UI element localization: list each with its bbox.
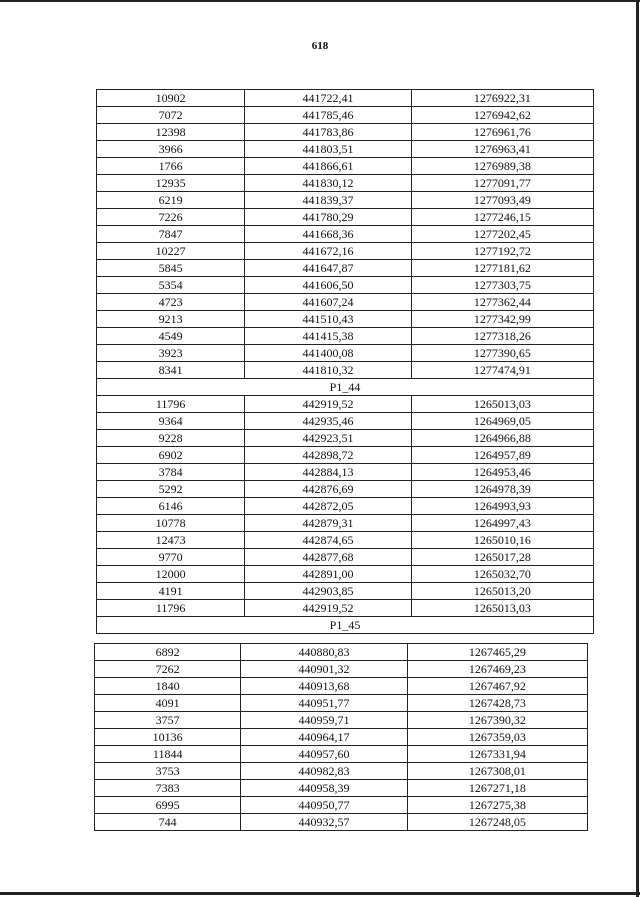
table-row	[97, 396, 594, 413]
x-coordinate-cell: 441672,16	[245, 243, 411, 260]
coordinates-table-p1-45	[94, 643, 588, 831]
x-coordinate-cell: 440932,57	[241, 814, 407, 831]
point-number-cell: 10227	[97, 243, 245, 260]
point-number-cell: 5292	[97, 481, 245, 498]
table-row	[95, 644, 588, 661]
table-row	[97, 294, 594, 311]
point-number-cell: 8341	[97, 362, 245, 379]
y-coordinate-cell: 1267308,01	[407, 763, 587, 780]
y-coordinate-cell: 1267428,73	[407, 695, 587, 712]
x-coordinate-cell: 441510,43	[245, 311, 411, 328]
page-border-top	[0, 0, 640, 2]
table-row	[97, 192, 594, 209]
x-coordinate-cell: 441400,08	[245, 345, 411, 362]
point-number-cell: 9364	[97, 413, 245, 430]
x-coordinate-cell: 440913,68	[241, 678, 407, 695]
table-row	[95, 661, 588, 678]
coordinates-table-p1-45-body	[95, 644, 588, 831]
y-coordinate-cell: 1267390,32	[407, 712, 587, 729]
x-coordinate-cell: 441606,50	[245, 277, 411, 294]
point-number-cell: 3784	[97, 464, 245, 481]
x-coordinate-cell: 441722,41	[245, 90, 411, 107]
table-row	[97, 175, 594, 192]
y-coordinate-cell: 1265017,28	[411, 549, 593, 566]
y-coordinate-cell: 1276989,38	[411, 158, 593, 175]
x-coordinate-cell: 441785,46	[245, 107, 411, 124]
point-number-cell: 12473	[97, 532, 245, 549]
y-coordinate-cell: 1276963,41	[411, 141, 593, 158]
x-coordinate-cell: 441810,32	[245, 362, 411, 379]
table-row	[97, 124, 594, 141]
point-number-cell: 1766	[97, 158, 245, 175]
x-coordinate-cell: 441830,12	[245, 175, 411, 192]
coordinates-table-body	[97, 90, 594, 634]
y-coordinate-cell: 1267248,05	[407, 814, 587, 831]
point-number-cell: 7383	[95, 780, 241, 797]
section-title: P1_44	[97, 379, 594, 396]
table-row	[95, 763, 588, 780]
x-coordinate-cell: 442874,65	[245, 532, 411, 549]
x-coordinate-cell: 441866,61	[245, 158, 411, 175]
table-row	[97, 243, 594, 260]
table-row	[97, 260, 594, 277]
point-number-cell: 3923	[97, 345, 245, 362]
y-coordinate-cell: 1265013,03	[411, 396, 593, 413]
x-coordinate-cell: 440958,39	[241, 780, 407, 797]
point-number-cell: 6892	[95, 644, 241, 661]
point-number-cell: 3757	[95, 712, 241, 729]
x-coordinate-cell: 442872,05	[245, 498, 411, 515]
y-coordinate-cell: 1277303,75	[411, 277, 593, 294]
table-row	[95, 780, 588, 797]
point-number-cell: 10902	[97, 90, 245, 107]
table-row	[97, 549, 594, 566]
x-coordinate-cell: 442903,85	[245, 583, 411, 600]
point-number-cell: 11844	[95, 746, 241, 763]
x-coordinate-cell: 442877,68	[245, 549, 411, 566]
y-coordinate-cell: 1277362,44	[411, 294, 593, 311]
x-coordinate-cell: 442898,72	[245, 447, 411, 464]
x-coordinate-cell: 441783,86	[245, 124, 411, 141]
y-coordinate-cell: 1277202,45	[411, 226, 593, 243]
table-row	[95, 712, 588, 729]
y-coordinate-cell: 1264969,05	[411, 413, 593, 430]
point-number-cell: 7226	[97, 209, 245, 226]
table-row	[97, 90, 594, 107]
y-coordinate-cell: 1265013,03	[411, 600, 593, 617]
table-row	[97, 277, 594, 294]
y-coordinate-cell: 1267331,94	[407, 746, 587, 763]
point-number-cell: 12000	[97, 566, 245, 583]
y-coordinate-cell: 1277474,91	[411, 362, 593, 379]
point-number-cell: 6995	[95, 797, 241, 814]
table-row	[97, 328, 594, 345]
point-number-cell: 12398	[97, 124, 245, 141]
y-coordinate-cell: 1277181,62	[411, 260, 593, 277]
x-coordinate-cell: 442923,51	[245, 430, 411, 447]
point-number-cell: 5845	[97, 260, 245, 277]
x-coordinate-cell: 440951,77	[241, 695, 407, 712]
table-row	[95, 678, 588, 695]
table-row	[97, 498, 594, 515]
x-coordinate-cell: 440964,17	[241, 729, 407, 746]
table-row	[95, 814, 588, 831]
table-row	[97, 209, 594, 226]
y-coordinate-cell: 1267469,23	[407, 661, 587, 678]
point-number-cell: 10778	[97, 515, 245, 532]
table-row	[97, 430, 594, 447]
point-number-cell: 4091	[95, 695, 241, 712]
y-coordinate-cell: 1277318,26	[411, 328, 593, 345]
x-coordinate-cell: 441803,51	[245, 141, 411, 158]
point-number-cell: 7262	[95, 661, 241, 678]
point-number-cell: 3753	[95, 763, 241, 780]
table-row	[97, 583, 594, 600]
point-number-cell: 7847	[97, 226, 245, 243]
y-coordinate-cell: 1277091,77	[411, 175, 593, 192]
x-coordinate-cell: 441839,37	[245, 192, 411, 209]
x-coordinate-cell: 440950,77	[241, 797, 407, 814]
point-number-cell: 10136	[95, 729, 241, 746]
point-number-cell: 1840	[95, 678, 241, 695]
x-coordinate-cell: 441647,87	[245, 260, 411, 277]
point-number-cell: 4191	[97, 583, 245, 600]
x-coordinate-cell: 441780,29	[245, 209, 411, 226]
x-coordinate-cell: 440880,83	[241, 644, 407, 661]
point-number-cell: 9228	[97, 430, 245, 447]
y-coordinate-cell: 1264978,39	[411, 481, 593, 498]
table-row	[95, 729, 588, 746]
x-coordinate-cell: 440959,71	[241, 712, 407, 729]
y-coordinate-cell: 1264997,43	[411, 515, 593, 532]
point-number-cell: 9770	[97, 549, 245, 566]
y-coordinate-cell: 1267275,38	[407, 797, 587, 814]
table-row	[97, 515, 594, 532]
point-number-cell: 12935	[97, 175, 245, 192]
y-coordinate-cell: 1265032,70	[411, 566, 593, 583]
section-header-row	[97, 617, 594, 634]
table-row	[95, 746, 588, 763]
y-coordinate-cell: 1267465,29	[407, 644, 587, 661]
section-header-row	[97, 379, 594, 396]
x-coordinate-cell: 440957,60	[241, 746, 407, 763]
y-coordinate-cell: 1277246,15	[411, 209, 593, 226]
point-number-cell: 7072	[97, 107, 245, 124]
table-row	[97, 464, 594, 481]
y-coordinate-cell: 1277192,72	[411, 243, 593, 260]
point-number-cell: 6902	[97, 447, 245, 464]
table-row	[95, 797, 588, 814]
point-number-cell: 9213	[97, 311, 245, 328]
x-coordinate-cell: 442884,13	[245, 464, 411, 481]
point-number-cell: 4723	[97, 294, 245, 311]
y-coordinate-cell: 1277390,65	[411, 345, 593, 362]
x-coordinate-cell: 442919,52	[245, 600, 411, 617]
x-coordinate-cell: 440901,32	[241, 661, 407, 678]
y-coordinate-cell: 1265013,20	[411, 583, 593, 600]
page-border-bottom	[0, 892, 640, 895]
page-border-right	[636, 0, 639, 897]
x-coordinate-cell: 442919,52	[245, 396, 411, 413]
y-coordinate-cell: 1267467,92	[407, 678, 587, 695]
y-coordinate-cell: 1276942,62	[411, 107, 593, 124]
y-coordinate-cell: 1277093,49	[411, 192, 593, 209]
table-row	[97, 413, 594, 430]
point-number-cell: 5354	[97, 277, 245, 294]
y-coordinate-cell: 1276961,76	[411, 124, 593, 141]
section-title: P1_45	[97, 617, 594, 634]
x-coordinate-cell: 441415,38	[245, 328, 411, 345]
point-number-cell: 6219	[97, 192, 245, 209]
y-coordinate-cell: 1276922,31	[411, 90, 593, 107]
point-number-cell: 3966	[97, 141, 245, 158]
y-coordinate-cell: 1264953,46	[411, 464, 593, 481]
y-coordinate-cell: 1267271,18	[407, 780, 587, 797]
x-coordinate-cell: 440982,83	[241, 763, 407, 780]
x-coordinate-cell: 441668,36	[245, 226, 411, 243]
y-coordinate-cell: 1264966,88	[411, 430, 593, 447]
x-coordinate-cell: 441607,24	[245, 294, 411, 311]
point-number-cell: 744	[95, 814, 241, 831]
point-number-cell: 4549	[97, 328, 245, 345]
table-row	[97, 532, 594, 549]
table-row	[97, 226, 594, 243]
x-coordinate-cell: 442876,69	[245, 481, 411, 498]
table-row	[97, 345, 594, 362]
x-coordinate-cell: 442891,00	[245, 566, 411, 583]
table-row	[97, 141, 594, 158]
y-coordinate-cell: 1264957,89	[411, 447, 593, 464]
table-row	[97, 311, 594, 328]
coordinates-table	[96, 89, 594, 634]
table-row	[97, 481, 594, 498]
table-row	[97, 600, 594, 617]
y-coordinate-cell: 1265010,16	[411, 532, 593, 549]
x-coordinate-cell: 442879,31	[245, 515, 411, 532]
point-number-cell: 6146	[97, 498, 245, 515]
page-number: 618	[311, 40, 329, 52]
x-coordinate-cell: 442935,46	[245, 413, 411, 430]
table-row	[97, 362, 594, 379]
table-row	[97, 566, 594, 583]
y-coordinate-cell: 1267359,03	[407, 729, 587, 746]
y-coordinate-cell: 1264993,93	[411, 498, 593, 515]
table-row	[97, 158, 594, 175]
point-number-cell: 11796	[97, 600, 245, 617]
table-row	[95, 695, 588, 712]
point-number-cell: 11796	[97, 396, 245, 413]
table-row	[97, 447, 594, 464]
table-row	[97, 107, 594, 124]
y-coordinate-cell: 1277342,99	[411, 311, 593, 328]
